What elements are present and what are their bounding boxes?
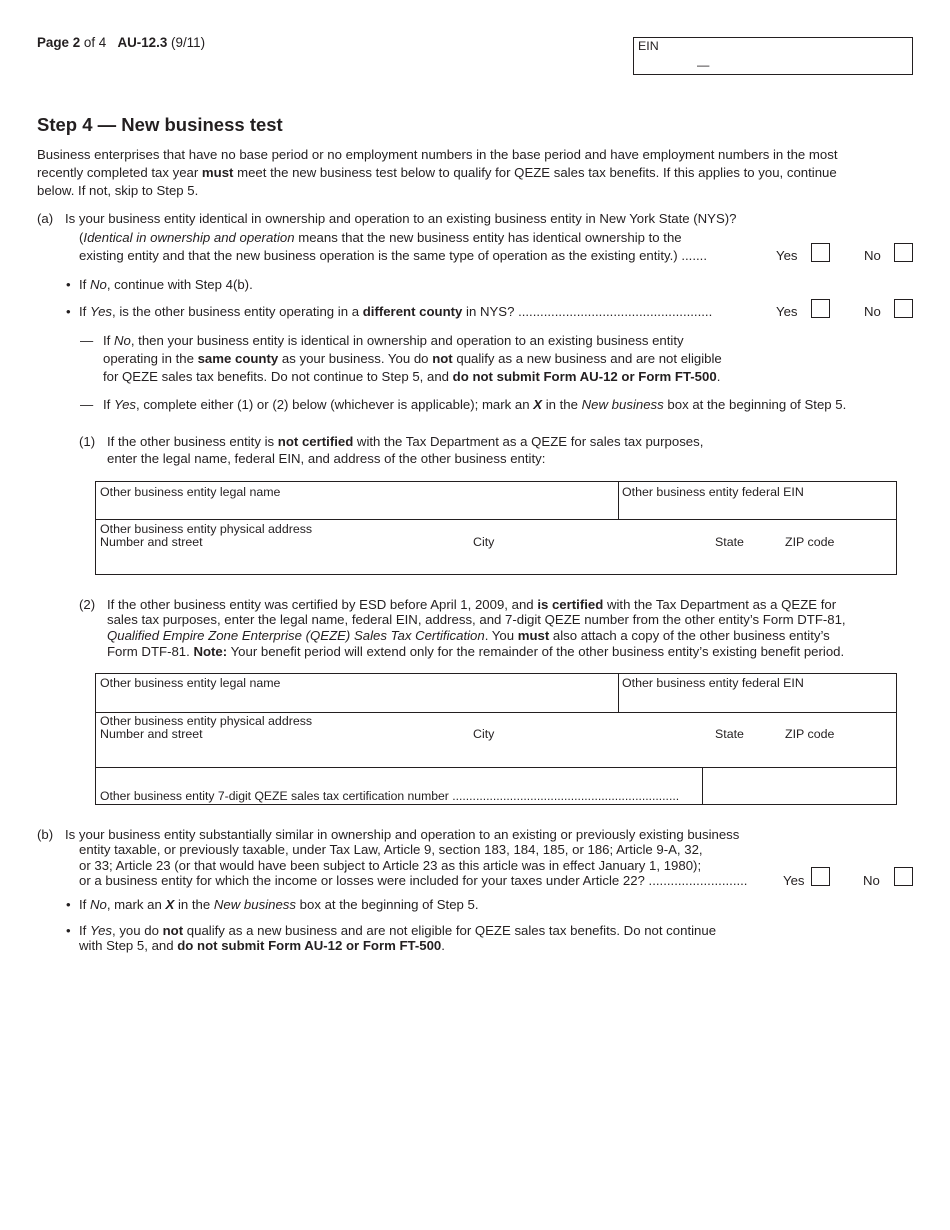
item-b-yes-checkbox[interactable] bbox=[811, 867, 830, 886]
dash-yes-line: If Yes, complete either (1) or (2) below (whichever is applicable); mark an X in the New business box at the beginning of Step 5. bbox=[103, 397, 847, 412]
sub2-zip-field[interactable]: ZIP code bbox=[785, 727, 835, 741]
sub2-federal-ein-field[interactable]: Other business entity federal EIN bbox=[622, 676, 804, 690]
sub1-zip-field[interactable]: ZIP code bbox=[785, 535, 835, 549]
item-a-bullet-yes: If Yes, is the other business entity operating in a different county in NYS? ..................................................... bbox=[79, 304, 713, 319]
item-b-bullet-yes-1: If Yes, you do not qualify as a new business and are not eligible for QEZE sales tax benefits. Do not continue bbox=[79, 923, 717, 938]
item-a-bullet-no: If No, continue with Step 4(b). bbox=[79, 277, 253, 292]
item-b-no-checkbox[interactable] bbox=[894, 867, 913, 886]
item-b-line-2: entity taxable, or previously taxable, under Tax Law, Article 9, section 183, 184, 185, or 186; Article 9-A, 32, bbox=[79, 842, 703, 857]
county-yes-checkbox[interactable] bbox=[811, 299, 830, 318]
item-a-yes-label: Yes bbox=[776, 248, 798, 263]
sub2-city-field[interactable]: City bbox=[473, 727, 495, 741]
dash-no-line-1: If No, then your business entity is identical in ownership and operation to an existing business entity bbox=[103, 333, 684, 348]
item-a-no-checkbox[interactable] bbox=[894, 243, 913, 262]
sub1-line-1: If the other business entity is not certified with the Tax Department as a QEZE for sales tax purposes, bbox=[107, 434, 704, 449]
item-a-definition-1: (Identical in ownership and operation means that the new business entity has identical ownership to the bbox=[79, 230, 682, 245]
dash-no-line-3: for QEZE sales tax benefits. Do not continue to Step 5, and do not submit Form AU-12 or Form FT-500. bbox=[103, 369, 721, 384]
sub2-marker: (2) bbox=[79, 597, 96, 612]
item-b-line-3: or 33; Article 23 (or that would have been subject to Article 23 as this article was in effect January 1, 1980); bbox=[79, 858, 702, 873]
item-a-no-label: No bbox=[864, 248, 881, 263]
county-no-checkbox[interactable] bbox=[894, 299, 913, 318]
sub1-line-2: enter the legal name, federal EIN, and address of the other business entity: bbox=[107, 451, 546, 466]
sub2-street-field[interactable]: Number and street bbox=[100, 727, 203, 741]
dash-icon: — bbox=[80, 333, 94, 348]
county-yes-label: Yes bbox=[776, 304, 798, 319]
intro-line-3: below. If not, skip to Step 5. bbox=[37, 183, 199, 198]
sub1-address-label: Other business entity physical address bbox=[100, 522, 313, 536]
item-b-bullet-yes-2: with Step 5, and do not submit Form AU-12 or Form FT-500. bbox=[79, 938, 445, 953]
form-date: (9/11) bbox=[171, 35, 206, 50]
item-a-question: Is your business entity identical in ownership and operation to an existing business entity in New York State (NYS)? bbox=[65, 211, 737, 226]
sub2-line-3: Qualified Empire Zone Enterprise (QEZE) Sales Tax Certification. You must also attach a copy of the other business entity’s bbox=[107, 628, 830, 643]
item-a-yes-checkbox[interactable] bbox=[811, 243, 830, 262]
item-b-line-1: Is your business entity substantially similar in ownership and operation to an existing or previously existing business bbox=[65, 827, 740, 842]
intro-line-1: Business enterprises that have no base period or no employment numbers in the base period and have employment numbers in the most bbox=[37, 147, 838, 162]
county-no-label: No bbox=[864, 304, 881, 319]
page-header bbox=[37, 34, 205, 51]
item-b-line-4: or a business entity for which the income or losses were included for your taxes under Article 22? ........................... bbox=[79, 873, 748, 888]
form-id: AU-12.3 bbox=[117, 35, 168, 50]
sub1-legal-name-field[interactable]: Other business entity legal name bbox=[100, 485, 281, 499]
ein-label: EIN bbox=[638, 39, 659, 53]
dash-no-line-2: operating in the same county as your business. You do not qualify as a new business and are not eligible bbox=[103, 351, 722, 366]
item-b-marker: (b) bbox=[37, 827, 54, 842]
bullet-icon: • bbox=[66, 897, 71, 912]
item-b-no-label: No bbox=[863, 873, 880, 888]
bullet-icon: • bbox=[66, 304, 71, 319]
bullet-icon: • bbox=[66, 277, 71, 292]
sub2-legal-name-field[interactable]: Other business entity legal name bbox=[100, 676, 281, 690]
ein-field[interactable] bbox=[633, 37, 913, 75]
bullet-icon: • bbox=[66, 923, 71, 938]
sub2-cert-number-label: Other business entity 7-digit QEZE sales tax certification number ................................................................... bbox=[100, 789, 680, 803]
page-number: Page 2 bbox=[37, 35, 81, 50]
sub2-line-4: Form DTF-81. Note: Your benefit period will extend only for the remainder of the other business entity’s existing benefit period. bbox=[107, 644, 845, 659]
sub1-federal-ein-field[interactable]: Other business entity federal EIN bbox=[622, 485, 804, 499]
item-a-definition-2: existing entity and that the new business operation is the same type of operation as the existing entity.) ....... bbox=[79, 248, 707, 263]
sub2-address-label: Other business entity physical address bbox=[100, 714, 313, 728]
step4-title: Step 4 — New business test bbox=[37, 114, 283, 135]
sub2-entity-table bbox=[95, 673, 897, 805]
sub2-line-1: If the other business entity was certified by ESD before April 1, 2009, and is certified with the Tax Department as a QEZE for bbox=[107, 597, 837, 612]
sub1-state-field[interactable]: State bbox=[715, 535, 744, 549]
sub1-street-field[interactable]: Number and street bbox=[100, 535, 203, 549]
page-total: of 4 bbox=[83, 35, 107, 50]
ein-separator: — bbox=[697, 58, 710, 72]
item-a-marker: (a) bbox=[37, 211, 54, 226]
item-b-yes-label: Yes bbox=[783, 873, 805, 888]
item-b-bullet-no: If No, mark an X in the New business box at the beginning of Step 5. bbox=[79, 897, 479, 912]
sub2-line-2: sales tax purposes, enter the legal name, federal EIN, address, and 7-digit QEZE number from the other entity’s Form DTF-81, bbox=[107, 612, 846, 627]
sub2-state-field[interactable]: State bbox=[715, 727, 744, 741]
dash-icon: — bbox=[80, 397, 94, 412]
sub1-entity-table bbox=[95, 481, 897, 575]
sub2-cert-number-field[interactable] bbox=[703, 768, 895, 804]
intro-line-2: recently completed tax year must meet the new business test below to qualify for QEZE sales tax benefits. If this applies to you, continue bbox=[37, 165, 837, 180]
sub1-city-field[interactable]: City bbox=[473, 535, 495, 549]
sub1-marker: (1) bbox=[79, 434, 96, 449]
